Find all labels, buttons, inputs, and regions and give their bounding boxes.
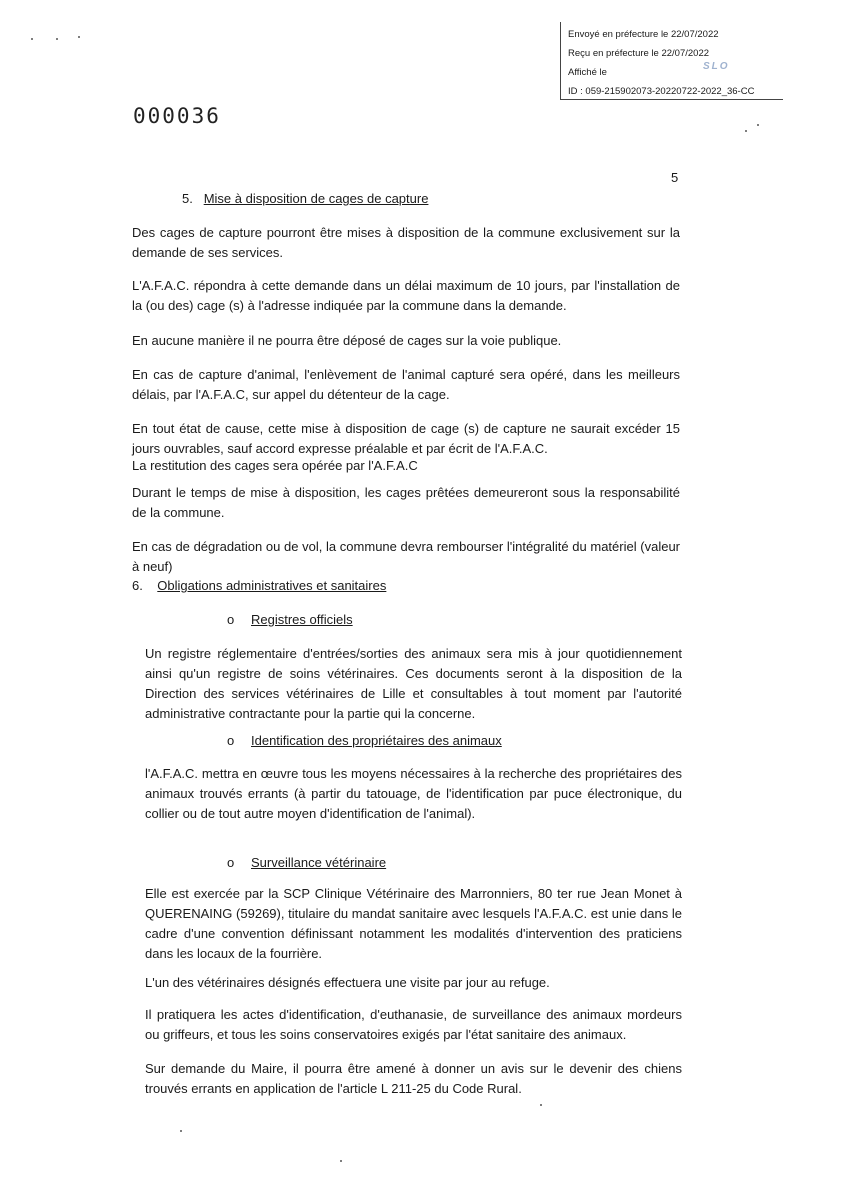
subsection-registres-heading [227,612,353,627]
prefecture-stamp [560,22,783,100]
document-number: 000036 [133,104,221,128]
paragraph: Durant le temps de mise à disposition, les cages prêtées demeureront sous la responsabilité de la commune. [132,485,680,520]
stamp-posted: Affiché le [568,67,607,78]
stamp-id: ID : 059-215902073-20220722-2022_36-CC [568,86,755,97]
paragraph: Elle est exercée par la SCP Clinique Vétérinaire des Marronniers, 80 ter rue Jean Monet à QUERENAING (59269), titulaire du mandat sanitaire avec lesquels l'A.F.A.C. est unie dans le cadre d'une convention définissant notamment les modalités d'intervention des praticiens dans les locaux de la fourrière. [145,886,682,961]
scan-speck [56,38,58,40]
section-5-title: Mise à disposition de cages de capture [203,191,429,206]
scan-speck [180,1130,182,1132]
scan-speck [745,130,747,132]
subsection-title: Identification des propriétaires des animaux [251,733,502,748]
stamp-signature: SLO [703,61,730,72]
paragraph: En cas de dégradation ou de vol, la commune devra rembourser l'intégralité du matériel (valeur à neuf) [132,539,680,574]
bullet-icon: o [227,612,235,627]
bullet-icon: o [227,733,235,748]
paragraph: Un registre réglementaire d'entrées/sorties des animaux sera mis à jour quotidiennement ainsi qu'un registre de soins vétérinaires. Ces documents seront à la disposition de la Direction des services vétérinaires de Lille et consultables à tout moment par l'autorité administrative contractante pour la partie qui la concerne. [145,646,682,721]
paragraph: En tout état de cause, cette mise à disposition de cage (s) de capture ne saurait excéder 15 jours ouvrables, sauf accord expresse préalable et par écrit de l'A.F.A.C. [132,421,680,456]
subsection-title: Surveillance vétérinaire [251,855,387,870]
paragraph: L'un des vétérinaires désignés effectuera une visite par jour au refuge. [145,975,550,990]
paragraph: l'A.F.A.C. mettra en œuvre tous les moyens nécessaires à la recherche des propriétaires des animaux trouvés errants (à partir du tatouage, de l'identification par puce électronique, du collier ou de tout autre moyen d'identification de l'animal). [145,766,682,821]
section-5-heading [182,191,428,206]
paragraph: Il pratiquera les actes d'identification, d'euthanasie, de surveillance des animaux mordeurs ou griffeurs, et tous les soins conservatoires exigés par l'état sanitaire des animaux. [145,1007,682,1042]
stamp-sent: Envoyé en préfecture le 22/07/2022 [568,29,719,40]
paragraph: En aucune manière il ne pourra être déposé de cages sur la voie publique. [132,333,562,348]
paragraph: Sur demande du Maire, il pourra être amené à donner un avis sur le devenir des chiens trouvés errants en application de l'article L 211-25 du Code Rural. [145,1061,682,1096]
stamp-received: Reçu en préfecture le 22/07/2022 [568,48,710,59]
scan-speck [31,38,33,40]
scan-speck [540,1104,542,1106]
paragraph: La restitution des cages sera opérée par l'A.F.A.C [132,458,418,473]
paragraph: L'A.F.A.C. répondra à cette demande dans un délai maximum de 10 jours, par l'installation de la (ou des) cage (s) à l'adresse indiquée par la commune dans la demande. [132,278,680,313]
page-number: 5 [671,170,679,185]
subsection-surveillance-heading [227,855,386,870]
scan-speck [78,36,80,38]
paragraph: En cas de capture d'animal, l'enlèvement de l'animal capturé sera opéré, dans les meilleurs délais, par l'A.F.A.C, sur appel du détenteur de la cage. [132,367,680,402]
bullet-icon: o [227,855,235,870]
paragraph: Des cages de capture pourront être mises à disposition de la commune exclusivement sur la demande de ses services. [132,225,680,260]
scan-speck [340,1160,342,1162]
scan-speck [757,124,759,126]
subsection-title: Registres officiels [251,612,353,627]
subsection-identification-heading [227,733,502,748]
section-6-title: Obligations administratives et sanitaires [157,578,387,593]
section-5-number: 5. [182,191,193,206]
section-6-heading [132,578,386,593]
section-6-number: 6. [132,578,143,593]
